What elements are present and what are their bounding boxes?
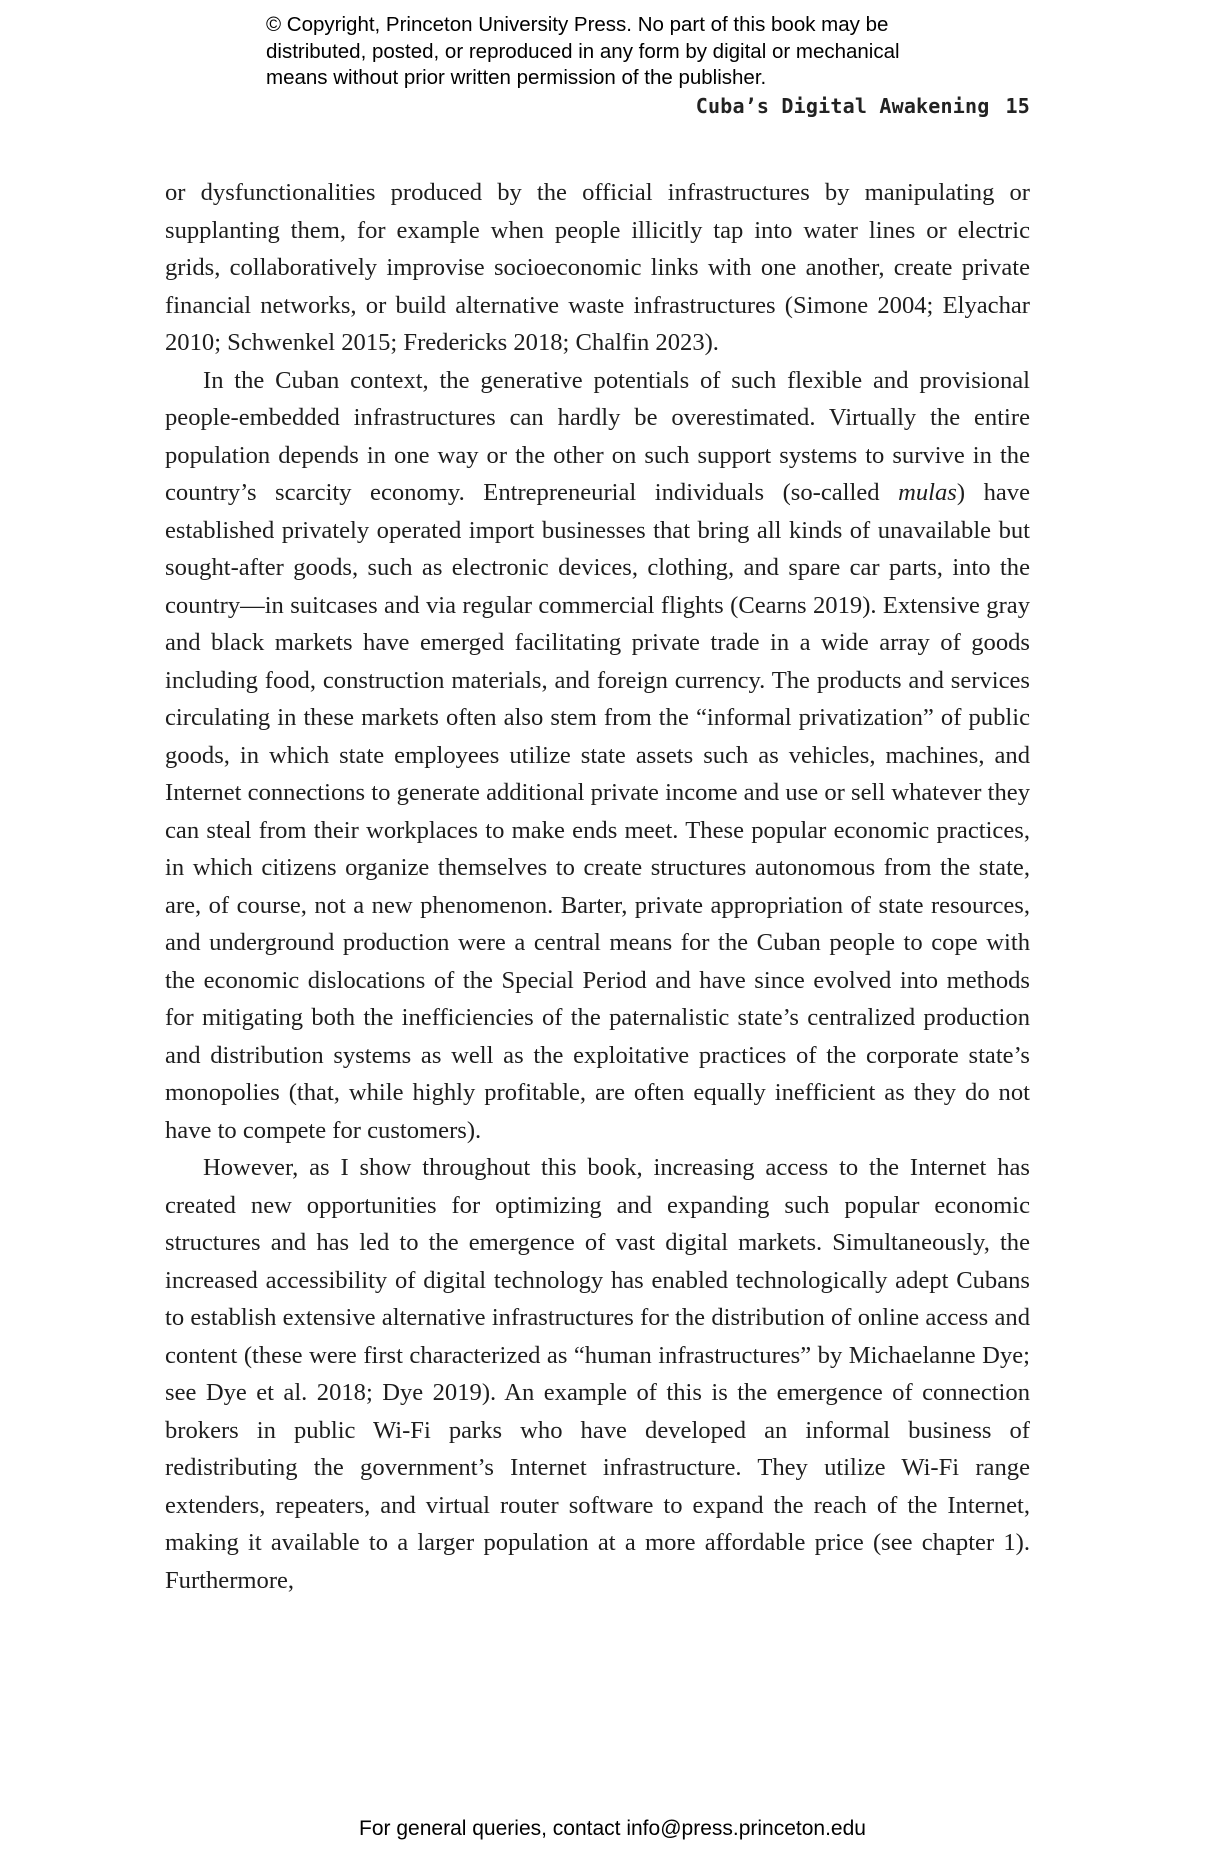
paragraph-text-segment: ) have established privately operated import businesses that bring all kinds of unavailable but sought-after goods, such as electronic devices, clothing, and spare car parts, into the country—in suitcases and via regular commercial flights (Cearns 2019). Extensive gray and black markets have emerged facilitating private trade in a wide array of goods including food, construction materials, and foreign currency. The products and services circulating in these markets often also stem from the “informal privatization” of public goods, in which state employees utilize state assets such as vehicles, machines, and Internet connections to generate additional private income and use or sell whatever they can steal from their workplaces to make ends meet. These popular economic practices, in which citizens organize themselves to create structures autonomous from the state, are, of course, not a new phenomenon. Barter, private appropriation of state resources, and underground production were a central means for the Cuban people to cope with the economic dislocations of the Special Period and have since evolved into methods for mitigating both the inefficiencies of the paternalistic state’s centralized production and distribution systems as well as the exploitative practices of the corporate state’s monopolies (that, while highly profitable, are often equally inefficient as they do not have to compete for customers). — [165, 479, 1031, 1144]
paragraph-continued: or dysfunctionalities produced by the official infrastructures by manipulating or supplanting them, for example when people illicitly tap into water lines or electric grids, collaboratively improvise socioeconomic links with one another, create private financial networks, or build alternative waste infrastructures (Simone 2004; Elyachar 2010; Schwenkel 2015; Fredericks 2018; Chalfin 2023). — [165, 179, 1030, 356]
copyright-notice — [266, 12, 1026, 92]
running-head — [696, 94, 1030, 118]
page-number: 15 — [1005, 94, 1030, 118]
footer-contact: For general queries, contact info@press.princeton.edu — [359, 1817, 866, 1840]
paragraph-cuban-context — [165, 362, 1030, 1150]
copyright-line: distributed, posted, or reproduced in any form by digital or mechanical — [266, 39, 900, 63]
body-text — [165, 174, 1030, 1599]
italic-term-mulas: mulas — [898, 479, 957, 506]
copyright-line: © Copyright, Princeton University Press. No part of this book may be — [266, 13, 889, 36]
paragraph-internet-access: However, as I show throughout this book, increasing access to the Internet has created new opportunities for optimizing and expanding such popular economic structures and has led to the emergence of vast digital markets. Simultaneously, the increased accessibility of digital technology has enabled technologically adept Cubans to establish extensive alternative infrastructures for the distribution of online access and content (these were first characterized as “human infrastructures” by Michaelanne Dye; see Dye et al. 2018; Dye 2019). An example of this is the emergence of connection brokers in public Wi-Fi parks who have developed an informal business of redistributing the government’s Internet infrastructure. They utilize Wi-Fi range extenders, repeaters, and virtual router software to expand the reach of the Internet, making it available to a larger population at a more affordable price (see chapter 1). Furthermore, — [165, 1154, 1030, 1594]
running-head-title: Cuba’s Digital Awakening — [695, 94, 990, 118]
copyright-line: means without prior written permission of the publisher. — [266, 66, 767, 89]
paragraph-text-segment: In the Cuban context, the generative potentials of such flexible and provisional people-embedded infrastructures can hardly be overestimated. Virtually the entire population depends in one way or the other on such support systems to survive in the country’s scarcity economy. Entrepreneurial individuals (so-called — [165, 366, 1030, 506]
